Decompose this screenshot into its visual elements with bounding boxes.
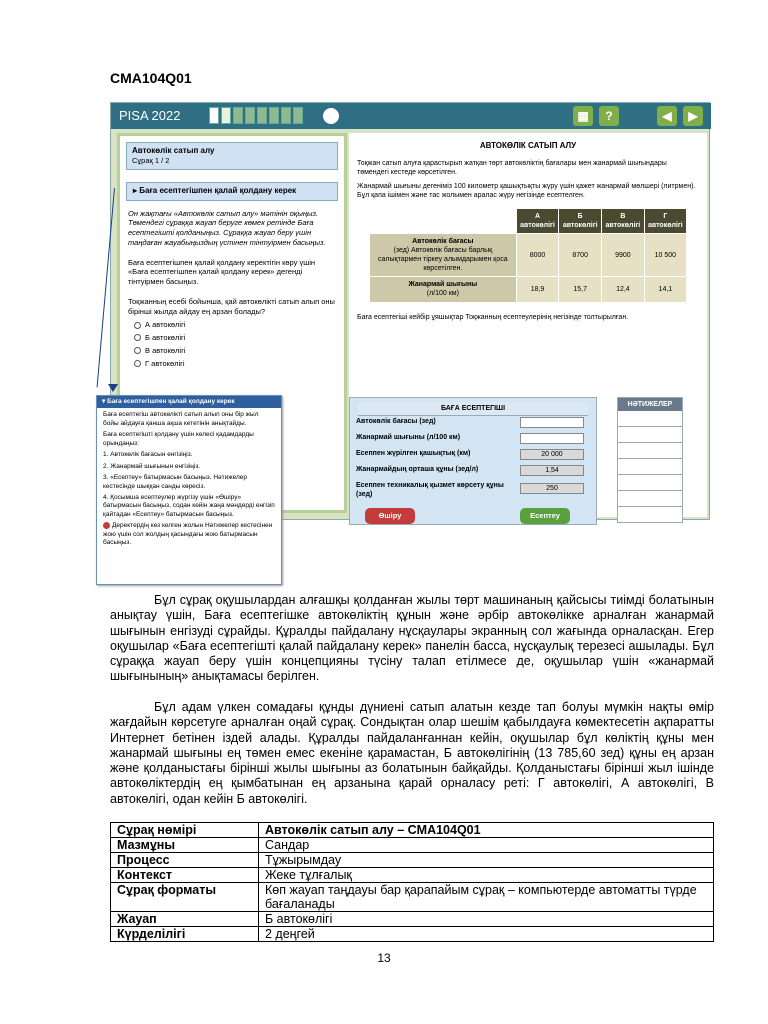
warning-icon bbox=[103, 522, 110, 529]
page-number: 13 bbox=[377, 951, 391, 965]
results-row bbox=[618, 411, 682, 427]
popup-step: 3. «Есептеу» батырмасын басыңыз. Нәтижелер кестесінде шыққан санды көресіз. bbox=[103, 474, 248, 490]
option-a[interactable]: А автокөлігі bbox=[134, 320, 330, 330]
item-info-table bbox=[110, 822, 714, 942]
radio-icon[interactable] bbox=[134, 360, 141, 367]
pisa-brand: PISA 2022 bbox=[119, 108, 181, 123]
pisa-toolbar bbox=[111, 103, 711, 129]
results-table bbox=[617, 397, 683, 523]
progress-bar bbox=[209, 107, 303, 124]
stimulus-panel bbox=[349, 133, 707, 520]
table-cell: 8000 bbox=[516, 233, 559, 276]
help-icon[interactable]: ? bbox=[599, 106, 619, 126]
popup-step: 4. Қосымша есептеулер жүргізу үшін «Өшіру» батырмасын басыңыз, содан кейін жаңа мәндерді енгізіп қайтадан «Есептеу» батырмасын басыңыз. bbox=[103, 493, 275, 518]
table-row: Күрделілігі 2 деңгей bbox=[111, 927, 714, 942]
table-cell: 12,4 bbox=[602, 277, 645, 302]
how-to-use-panel[interactable]: ▸ Баға есептегішпен қалай қолдану керек bbox=[126, 182, 338, 200]
calculator-title: БАҒА ЕСЕПТЕГІШІ bbox=[358, 402, 588, 416]
help-popup bbox=[96, 395, 282, 585]
col-header: Б автокөлігі bbox=[559, 208, 602, 233]
results-row bbox=[618, 459, 682, 475]
popup-step: 2. Жанармай шығынын енгізіңіз. bbox=[103, 462, 201, 470]
calc-row: Есеппен техникалық қызмет көрсету құны (зед) bbox=[356, 482, 504, 499]
table-cell: 18,9 bbox=[516, 277, 559, 302]
delete-button[interactable]: Өшіру bbox=[365, 508, 415, 524]
back-arrow-icon[interactable]: ◀ bbox=[657, 106, 677, 126]
arrow-head-icon bbox=[108, 384, 118, 392]
table-cell: 15,7 bbox=[559, 277, 602, 302]
option-c[interactable]: В автокөлігі bbox=[134, 346, 330, 356]
paragraph-1: Бұл сұрақ оқушылардан алғашқы қолданған жылы төрт машинаның қайсысы тиімді болатынын анықтау үшін, Баға есептегішке автокөліктің құнын және әрбір автокөлікке арналған жанармай шығынын енгізуді сұрайды. Құралды пайдалану нұсқаулары экранның сол жағында орналасқан. Егер оқушылар «Баға есептегішті қалай пайдалану керек» панелін басса, нұсқаулық терезесі ашылады. Бұл сұраққа жауап беру үшін концепцияны түсіну талап етілмесе де, оқушылар үшін «жанармай шығынының» анықтамасы берілген. bbox=[110, 593, 714, 684]
table-row: Сұрақ форматы Көп жауап таңдауы бар қарапайым сұрақ – компьютерде автоматты түрде бағаланады bbox=[111, 883, 714, 912]
next-arrow-icon[interactable]: ▶ bbox=[683, 106, 703, 126]
option-d[interactable]: Г автокөлігі bbox=[134, 359, 330, 369]
instructions: Он жақтағы «Автокөлік сатып алу» мәтінін оқыңыз. Төмендегі сұраққа жауап беруге көмек ретінде Баға есептегішті қолданыңыз. Сұраққа жауап беру үшін таңдаған жауабыңыздың үстінен тінтуірмен басыңыз. bbox=[128, 208, 326, 247]
paragraph-2: Бұл адам үлкен сомадағы құнды дүниені сатып алатын кезде тап болуы мүмкін нақты өмір жағдайын көрсетуге арналған оңай сұрақ. Сондықтан олар шешім қабылдауға көмектесетін ақпаратты Интернет бетінен іздей алады. Құралды пайдаланғаннан кейін, оқушылар бұл көліктің құны мен жанармай шығыны ең төмен емес екеніне қарамастан, Б автокөлігінің (13 785,60 зед) құны ең арзан және қолданыстағы бірінші жылы шығыны аз болатынын байқайды. Қолданыстағы бірінші жыл ішінде автокөліктердің ең қымбатынан ең арзанына қарай орналасу реті: Г автокөлігі, А автокөлігі, В автокөлігі, одан кейін Б автокөлігі. bbox=[110, 700, 714, 806]
table-cell: 14,1 bbox=[644, 277, 686, 302]
car-price-input[interactable] bbox=[520, 417, 584, 428]
popup-warning: Деректердің кез келген жолын Нәтижелер кестесінен жою үшін сол жолдың қасындағы жою батырмасын басыңыз. bbox=[103, 522, 273, 547]
table-cell: 10 500 bbox=[644, 233, 686, 276]
col-header: Г автокөлігі bbox=[644, 208, 686, 233]
calc-row: Жанармайдың орташа құны (зед/л) bbox=[356, 466, 479, 473]
instructions-2: Баға есептегішпен қалай қолдану керектігін көру үшін «Баға есептегішпен қалай қолдану керек» дегенді тінтуірмен басыңыз. bbox=[128, 257, 316, 287]
unit-title: Автокөлік сатып алу bbox=[132, 146, 215, 155]
table-cell: 9900 bbox=[602, 233, 645, 276]
popup-text: Баға есептегішті қолдану үшін келесі қадамдарды орындаңыз: bbox=[103, 431, 254, 447]
clock-icon[interactable] bbox=[321, 106, 341, 126]
stimulus-p2: Жанармай шығыны дегеніміз 100 километр қашықтықты жүру үшін қажет жанармай мөлшері (литрмен). Бұл қапа ішімен және тас жолымен аралас жүру негізінде есептелген. bbox=[357, 182, 696, 199]
option-b[interactable]: Б автокөлігі bbox=[134, 333, 330, 343]
results-row bbox=[618, 443, 682, 459]
table-row: Сұрақ нөмірі Автокөлік сатып алу – CMA104Q01 bbox=[111, 823, 714, 838]
price-calculator bbox=[349, 397, 597, 525]
radio-icon[interactable] bbox=[134, 347, 141, 354]
popup-header[interactable]: ▾ Баға есептегішпен қалай қолдану керек bbox=[97, 396, 281, 408]
results-row bbox=[618, 475, 682, 491]
results-row bbox=[618, 427, 682, 443]
row-header-fuel: Жанармай шығыны (л/100 км) bbox=[370, 277, 517, 302]
maintenance-field: 250 bbox=[520, 483, 584, 494]
radio-icon[interactable] bbox=[134, 322, 141, 329]
stimulus-p1: Тоқжан сатып алуға қарастырып жатқан төрт автокөліктің бағалары мен жанармай шығындары төмендегі кестеде көрсетілген. bbox=[357, 160, 667, 177]
calc-row: Жанармай шығыны (л/100 км) bbox=[356, 434, 461, 441]
document-code: CMA104Q01 bbox=[110, 70, 192, 86]
stimulus-p3: Баға есептегіші кейбір ұяшықтар Тоқжанның есептеулерінің негізінде толтырылған. bbox=[357, 313, 629, 321]
stimulus-title: АВТОКӨЛІК САТЫП АЛУ bbox=[479, 141, 577, 150]
table-row: Процесс Тұжырымдау bbox=[111, 853, 714, 868]
popup-step: 1. Автокөлік бағасын енгізіңіз. bbox=[103, 451, 193, 459]
table-row: Жауап Б автокөлігі bbox=[111, 912, 714, 927]
answer-options bbox=[120, 318, 344, 373]
row-header-price: Автокөлік бағасы (зед) Автокөлік бағасы барлық салықтармен тіркеу алымдарымен қоса көрсетілген. bbox=[370, 233, 517, 276]
radio-icon[interactable] bbox=[134, 334, 141, 341]
question-header bbox=[126, 142, 338, 170]
col-header: В автокөлігі bbox=[602, 208, 645, 233]
fuel-cost-field: 1,54 bbox=[520, 465, 584, 476]
calc-row: Есеппен жүрілген қашықтық (км) bbox=[356, 450, 471, 457]
popup-text: Баға есептегіш автокөлікті сатып алып оны бір жыл бойы айдауға қанша ақша кететінін анықтайды. bbox=[103, 411, 259, 427]
question-number: Сұрақ 1 / 2 bbox=[132, 156, 170, 166]
results-header: НӘТИЖЕЛЕР bbox=[618, 398, 682, 411]
fuel-input[interactable] bbox=[520, 433, 584, 444]
table-cell: 8700 bbox=[559, 233, 602, 276]
how-to-use-label: Баға есептегішпен қалай қолдану керек bbox=[139, 186, 297, 196]
col-header: А автокөлігі bbox=[516, 208, 559, 233]
calculator-icon[interactable]: ▦ bbox=[573, 106, 593, 126]
calc-row: Автокөлік бағасы (зед) bbox=[356, 418, 436, 425]
table-row: Контекст Жеке тұлғалық bbox=[111, 868, 714, 883]
results-row bbox=[618, 491, 682, 507]
question-text: Тоқжанның есебі бойынша, қай автокөлікті сатып алып оны бірінші жылда айдау ең арзан болады? bbox=[128, 296, 335, 316]
distance-field: 20 000 bbox=[520, 449, 584, 460]
table-row: Мазмұны Сандар bbox=[111, 838, 714, 853]
car-table bbox=[369, 208, 687, 303]
calculate-button[interactable]: Есептеу bbox=[520, 508, 570, 524]
